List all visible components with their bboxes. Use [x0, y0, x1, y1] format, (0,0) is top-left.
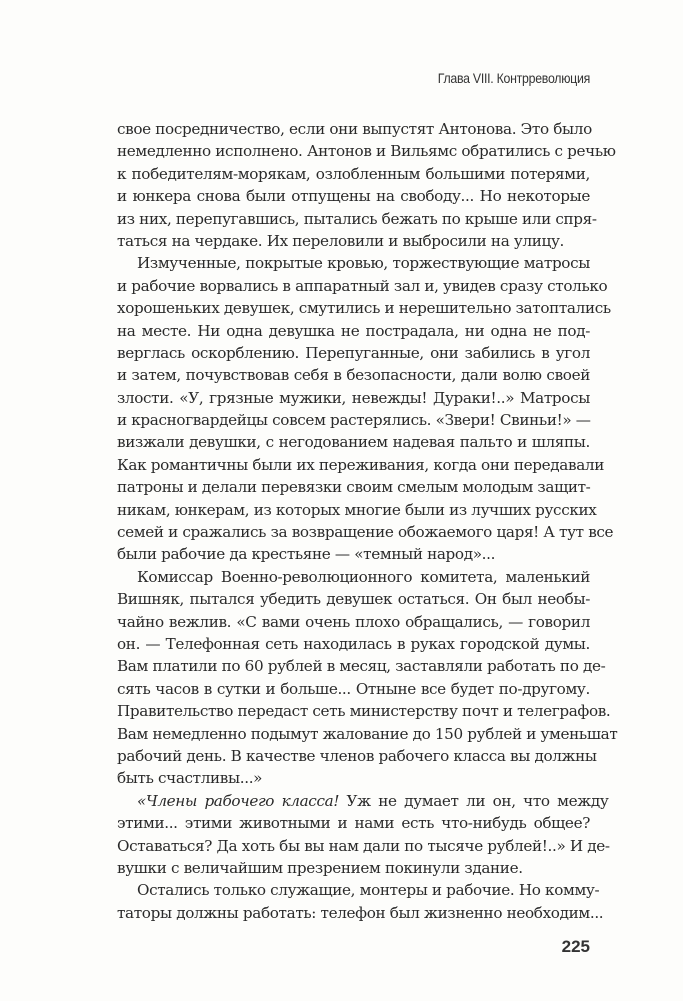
- text-line: верглась оскорблению. Перепуганные, они забились в угол: [117, 343, 590, 362]
- text-line: Остались только служащие, монтеры и рабочие. Но комму-: [137, 881, 600, 900]
- text-line: этими... этими животными и нами есть что-нибудь общее?: [117, 814, 590, 833]
- page-number: 225: [561, 937, 590, 956]
- paragraph: [117, 252, 614, 565]
- paragraph: [117, 566, 618, 790]
- text-line: Комиссар Военно-революционного комитета, маленький: [137, 567, 590, 586]
- text-line: рабочий день. В качестве членов рабочего класса вы должны: [117, 746, 597, 765]
- text-line: к победителям-морякам, озлобленным большими потерями,: [117, 164, 590, 183]
- text-line: и красногвардейцы совсем растерялись. «Звери! Свиньи!» —: [117, 411, 591, 430]
- text-line: немедленно исполнено. Антонов и Вильямс обратились с речью: [117, 142, 616, 161]
- text-line: никам, юнкерам, из которых многие были из лучших русских: [117, 500, 597, 519]
- text-line: он. — Телефонная сеть находилась в руках городской думы.: [117, 634, 590, 653]
- text-line: были рабочие да крестьяне — «темный народ»...: [117, 545, 496, 564]
- text-line: Как романтичны были их переживания, когда они передавали: [117, 455, 604, 474]
- text-line: на месте. Ни одна девушка не пострадала, ни одна не под-: [117, 321, 590, 340]
- text-line: чайно вежлив. «С вами очень плохо обращались, — говорил: [117, 612, 590, 631]
- page-body: [117, 118, 618, 924]
- text-line: и юнкера снова были отпущены на свободу... Но некоторые: [117, 187, 590, 206]
- paragraph: [117, 790, 610, 880]
- text-line: злости. «У, грязные мужики, невежды! Дураки!..» Матросы: [117, 388, 590, 407]
- running-header: Глава VIII. Контрреволюция: [437, 70, 590, 86]
- text-line: вушки с величайшим презрением покинули здание.: [117, 858, 523, 877]
- italic-quote: «Члены рабочего класса!: [137, 791, 340, 810]
- text-line: Оставаться? Да хоть бы вы нам дали по тысяче рублей!..» И де-: [117, 836, 610, 855]
- text-line: таться на чердаке. Их переловили и выбросили на улицу.: [117, 231, 565, 250]
- text-line: патроны и делали перевязки своим смелым молодым защит-: [117, 478, 591, 497]
- text-line: из них, перепугавшись, пытались бежать по крыше или спря-: [117, 209, 597, 228]
- line-text: Уж не думает ли он, что между: [339, 791, 609, 810]
- text-line: семей и сражались за возвращение обожаемого царя! А тут все: [117, 523, 614, 542]
- text-line: сять часов в сутки и больше... Отныне все будет по-другому.: [117, 679, 590, 698]
- text-line: быть счастливы...»: [117, 769, 263, 788]
- text-line: Вам немедленно подымут жалование до 150 рублей и уменьшат: [117, 724, 618, 743]
- text-line: свое посредничество, если они выпустят Антонова. Это было: [117, 120, 592, 138]
- text-line: и затем, почувствовав себя в безопасности, дали волю своей: [117, 366, 590, 385]
- text-line: визжали девушки, с негодованием надевая пальто и шляпы.: [117, 433, 590, 452]
- text-line: таторы должны работать: телефон был жизненно необходим...: [117, 903, 604, 922]
- text-line: Вишняк, пытался убедить девушек остаться. Он был необы-: [117, 590, 590, 609]
- text-line: Правительство передаст сеть министерству почт и телеграфов.: [117, 702, 611, 721]
- text-line: и рабочие ворвались в аппаратный зал и, увидев сразу столько: [117, 276, 608, 295]
- text-line: Измученные, покрытые кровью, торжествующие матросы: [137, 254, 590, 273]
- paragraph: [117, 118, 616, 252]
- text-line: хорошеньких девушек, смутились и нерешительно затоптались: [117, 299, 611, 318]
- paragraph: [117, 879, 604, 924]
- text-line: [117, 790, 609, 812]
- text-line: Вам платили по 60 рублей в месяц, заставляли работать по де-: [117, 657, 606, 676]
